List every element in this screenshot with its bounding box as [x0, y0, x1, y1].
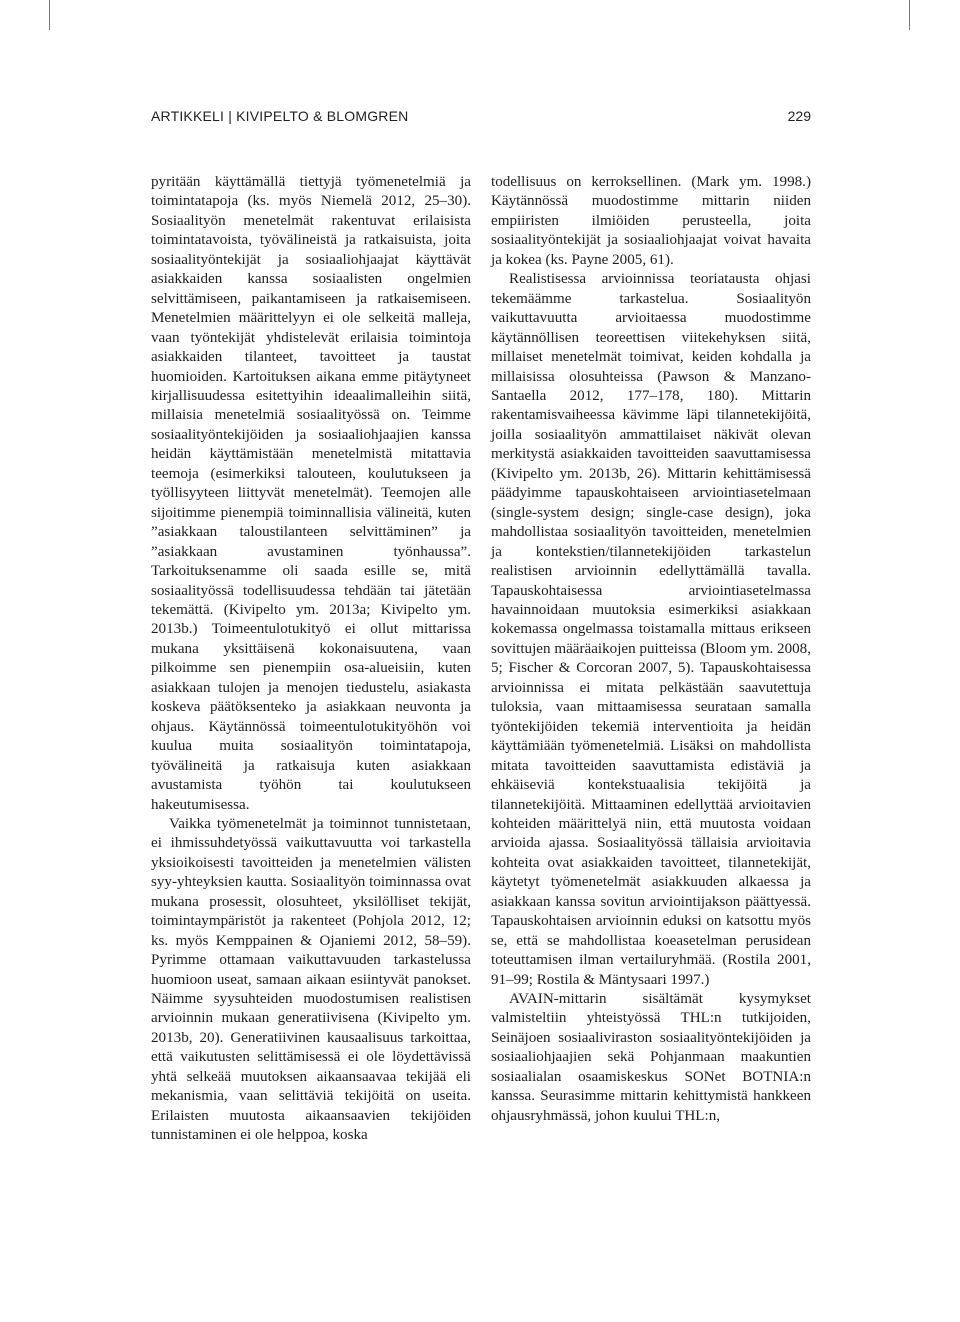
crop-mark-top-right [909, 0, 910, 30]
text-column-left [151, 173, 471, 1146]
paragraph: pyritään käyttämällä tiettyjä työmenetelmiä ja toimintatapoja (ks. myös Niemelä 2012, 25–30). Sosiaalityön menetelmät rakentuvat erilaisista toimintatavoista, työvälineistä ja ratkaisuista, joita sosiaalityöntekijät ja sosiaaliohjaajat käyttävät asiakkaiden kanssa sosiaalisten ongelmien selvittämiseen, paikantamiseen ja ratkaisemiseen. Menetelmien määrittelyyn ei ole selkeitä malleja, vaan työntekijät yhdistelevät erilaisia toimintoja asiakkaiden tilanteet, tavoitteet ja taustat huomioiden. Kartoituksen aikana emme pitäytyneet kirjallisuudessa esitettyihin ideaalimalleihin siitä, millaisia menetelmiä sosiaalityössä on. Teimme sosiaalityöntekijöiden ja sosiaaliohjaajien kanssa heidän käyttämistään menetelmistä mitattavia teemoja (esimerkiksi talouteen, koulutukseen ja työllisyyteen liittyvät menetelmät). Teemojen alle sijoitimme pienempiä toiminnallisia välineitä, kuten ”asiakkaan taloustilanteen selvittäminen” ja ”asiakkaan avustaminen työnhaussa”. Tarkoituksenamme oli saada esille se, mitä sosiaalityössä todellisuudessa tehdään tai jätetään tekemättä. (Kivipelto ym. 2013a; Kivipelto ym. 2013b.) Toimeentulotukityö ei ollut mittarissa mukana yksittäisenä kokonaisuutena, vaan pilkoimme sen pienempiin osa-alueisiin, kuten asiakkaan tulojen ja menojen tiedustelu, asiakasta koskeva päätöksenteko ja asiakkaan neuvonta ja ohjaus. Käytännössä toimeentulotukityöhön voi kuulua muita sosiaalityön toimintatapoja, työvälineitä ja ratkaisuja kuten asiakkaan avustamista työhön tai koulutukseen hakeutumisessa. [151, 174, 471, 813]
paragraph: Realistisessa arvioinnissa teoriatausta ohjasi tekemäämme tarkastelua. Sosiaalityön vaikuttavuutta arvioitaessa muodostimme käytännöllisen teoreettisen viitekehyksen siitä, millaiset menetelmät toimivat, keiden kohdalla ja millaisissa olosuhteissa (Pawson & Manzano-Santaella 2012, 177–178, 180). Mittarin rakentamisvaiheessa kävimme läpi tilannetekijöitä, joilla sosiaalityön ammattilaiset näkivät olevan merkitystä asiakkaiden tavoitteiden saavuttamisessa (Kivipelto ym. 2013b, 26). Mittarin kehittämisessä päädyimme tapauskohtaiseen arviointiasetelmaan (single-system design; single-case design), joka mahdollistaa sosiaalityön tavoitteiden, menetelmien ja kontekstien/tilannetekijöiden tarkastelun realistisen arvioinnin edellyttämällä tavalla. Tapauskohtaisessa arviointiasetelmassa havainnoidaan muutoksia esimerkiksi asiakkaan kokemassa ongelmassa toistamalla mittaus erikseen sovittujen määräaikojen puitteissa (Bloom ym. 2008, 5; Fischer & Corcoran 2007, 5). Tapauskohtaisessa arvioinnissa ei mitata pelkästään saavutettuja tuloksia, vaan mittaamisessa seurataan samalla työntekijöiden tekemiä interventioita ja heidän käyttämiään työmenetelmiä. Lisäksi on mahdollista mitata tavoitteiden saavuttamista edistäviä ja ehkäiseviä kontekstuaalisia tekijöitä ja tilannetekijöitä. Mittaaminen edellyttää arvioitavien kohteiden määrittelyä niin, että muutosta voidaan arvioida ajassa. Sosiaalityössä tällaisia arvioitavia kohteita ovat asiakkaiden tavoitteet, tilannetekijät, käytetyt työmenetelmät asiakkuuden alkaessa ja asiakkaan kanssa sovitun arviointijakson päättyessä. Tapauskohtaisen arvioinnin eduksi on katsottu myös se, että se mahdollistaa koeasetelman perusidean toteuttamisen ilman vertailuryhmää. (Rostila 2001, 91–99; Rostila & Mäntysaari 1997.) [491, 271, 811, 988]
crop-mark-top-left [49, 0, 50, 30]
paragraph: todellisuus on kerroksellinen. (Mark ym. 1998.) Käytännössä muodostimme mittarin niiden empiiristen ilmiöiden perusteella, joita sosiaalityöntekijät ja sosiaaliohjaajat voivat havaita ja kokea (ks. Payne 2005, 61). [491, 174, 811, 268]
running-title: ARTIKKELI | KIVIPELTO & BLOMGREN [151, 108, 409, 124]
text-column-right [491, 173, 811, 1126]
running-header [151, 108, 811, 130]
paragraph: Vaikka työmenetelmät ja toiminnot tunnistetaan, ei ihmissuhdetyössä vaikuttavuutta voi tarkastella yksioikoisesti tavoitteiden ja menetelmien välisten syy-yhteyksien kautta. Sosiaalityön toiminnassa ovat mukana prosessit, olosuhteet, yksilölliset tekijät, toimintaympäristöt ja rakenteet (Pohjola 2012, 12; ks. myös Kemppainen & Ojaniemi 2012, 58–59). Pyrimme ottamaan vaikuttavuuden tarkastelussa huomioon useat, samaan aikaan esiintyvät panokset. Näimme syysuhteiden muodostumisen realistisen arvioinnin mukaan generatiivisena (Kivipelto ym. 2013b, 20). Generatiivinen kausaalisuus tarkoittaa, että vaikutusten selittämisessä ei ole löydettävissä yhtä selkeää muutoksen aikaansaavaa tekijää eli mekanismia, vaan selittäviä tekijöitä on useita. Erilaisten muutosta aikaansaavien tekijöiden tunnistaminen ei ole helppoa, koska [151, 815, 471, 1144]
page-number: 229 [787, 108, 811, 124]
paragraph: AVAIN-mittarin sisältämät kysymykset valmisteltiin yhteistyössä THL:n tutkijoiden, Seinäjoen sosiaaliviraston sosiaalityöntekijöiden ja sosiaaliohjaajien sekä Pohjanmaan maakuntien sosiaalialan osaamiskeskus SONet BOTNIA:n kanssa. Seurasimme mittarin kehittymistä hankkeen ohjausryhmässä, johon kuului THL:n, [491, 991, 811, 1124]
